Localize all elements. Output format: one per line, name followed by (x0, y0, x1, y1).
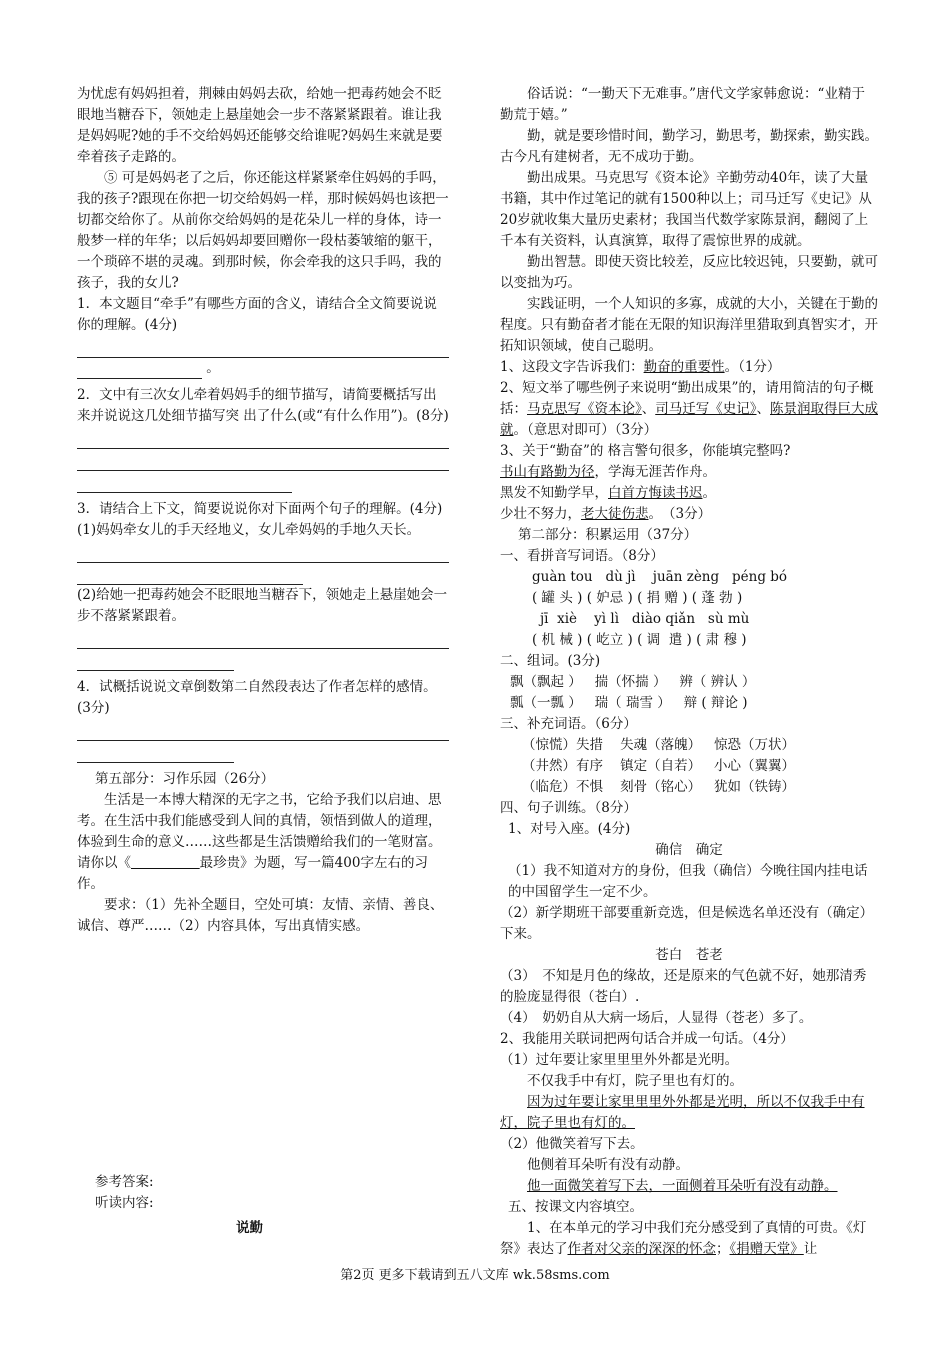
sentence-4: （4） 奶奶自从大病一场后，人显得（苍老）多了。 (500, 1010, 813, 1026)
words-row-1: ( 罐 头 ) ( 妒忌 ) ( 捐 赠 ) ( 蓬 勃 ) (532, 590, 743, 606)
right-column (500, 84, 878, 1260)
section-2-title: 二、组词。(3分) (500, 653, 601, 669)
passage-p3: 勤出成果。马克思写《资本论》辛勤劳动40年，读了大量书籍，其中作过笔记的就有1500种以上；司马迁写《史记》从20岁就收集大量历史素材；我国当代数学家陈景润，翻阅了上千本有关资料，认真演算，取得了震惊世界的成就。 (500, 170, 872, 249)
question-4: 4．试概括说说文章倒数第二自然段表达了作者怎样的感情。(3分) (77, 679, 437, 716)
part2-title: 第二部分：积累运用（37分） (518, 527, 698, 543)
answer-line (77, 471, 292, 493)
sentence-3: （3） 不知是月色的缘故，还是原来的气色就不好，她那清秀的脸庞显得很（苍白）. (500, 968, 867, 1005)
pinyin-row-2: jī xiè yì lì diào qiǎn sù mù (540, 611, 750, 627)
section-1-title: 一、看拼音写词语。（8分） (500, 548, 664, 564)
essay-paragraph-5: ⑤ 可是妈妈老了之后，你还能这样紧紧牵住妈妈的手吗，我的孩子?跟现在你把一切交给妈妈一样，那时候妈妈也该把一切都交给你了。从前你交给妈妈的是花朵儿一样的身体，诗一般梦一样的年华；以后妈妈却要回赠你一段枯萎皱缩的躯干，一个琐碎不堪的灵魂。到那时候，你会牵我的这只手吗，我的孩子，我的女儿? (77, 170, 449, 291)
sentence-2: （2）新学期班干部要重新竞选，但是候选名单还没有（确定）下来。 (500, 905, 874, 942)
combine-1-answer: 因为过年要让家里里里外外都是光明，所以不仅我手中有灯，院子里也有灯的。 (500, 1094, 865, 1131)
word-pair-a: 确信 确定 (655, 842, 723, 858)
section-3-title: 三、补充词语。（6分） (500, 716, 637, 732)
combine-1-a: （1）过年要让家里里里外外都是光明。 (500, 1052, 739, 1068)
combine-2-b: 他侧着耳朵听有没有动静。 (527, 1157, 689, 1173)
zuci-row-1: 飘（飘起 ） 揣（怀揣 ） 辨（ 辨认 ） (510, 674, 756, 690)
listening-content-label: 听读内容: (95, 1195, 154, 1211)
word-pair-b: 苍白 苍老 (655, 947, 723, 963)
answer-line (77, 427, 449, 449)
answer-line (77, 541, 449, 563)
reference-answers-label: 参考答案: (95, 1174, 154, 1190)
answer-section (95, 1172, 154, 1214)
section-5-item-1: 1、在本单元的学习中我们充分感受到了真情的可贵。《灯祭》表达了作者对父亲的深深的怀念；《捐赠天堂》让 (500, 1220, 867, 1257)
answer-2: 2、短文举了哪些例子来说明“勤出成果”的，请用简洁的句子概括：马克思写《资本论》、司马迁写《史记》、陈景润取得巨大成就。（意思对即可）（3分） (500, 380, 878, 438)
answer-line (77, 627, 449, 649)
answer-3-line-3: 少壮不努力，老大徒伤悲。 （3分） (500, 506, 712, 522)
part5-requirements: 要求：（1）先补全题目，空处可填：友情、亲情、善良、诚信、尊严……（2）内容具体，写出真情实感。 (77, 897, 444, 934)
section-4-title: 四、句子训练。（8分） (500, 800, 637, 816)
listening-title: 说勤 (236, 1220, 263, 1236)
section-4-part-1: 1、对号入座。(4分) (508, 821, 631, 837)
sentence-1: （1）我不知道对方的身份，但我（确信）今晚往国内挂电话的中国留学生一定不少。 (508, 863, 868, 900)
question-3-sentence-2: (2)给她一把毒药她会不眨眼地当糖吞下，领她走上悬崖她会一步不落紧紧跟着。 (77, 587, 448, 624)
question-3-sentence-1: (1)妈妈牵女儿的手天经地义，女儿牵妈妈的手地久天长。 (77, 522, 421, 538)
part5-prompt: 生活是一本博大精深的无字之书，它给予我们以启迪、思考。在生活中我们能感受到人间的真情，领悟到做人的道理，体验到生命的意义……这些都是生活馈赠给我们的一笔财富。请你以《 最珍贵》为题，写一篇400字左右的习作。 (77, 792, 442, 892)
zuci-row-2: 瓢（一瓢 ） 瑞（ 瑞雪 ） 辩 ( 辩论 ) (510, 695, 748, 711)
passage-p2: 勤，就是要珍惜时间，勤学习，勤思考，勤探索，勤实践。古今凡有建树者，无不成功于勤。 (500, 128, 878, 165)
answer-3-question: 3、关于“勤奋”的 格言警句很多，你能填完整吗? (500, 443, 791, 459)
answer-line-short: 。 (77, 358, 449, 379)
page-footer: 第2页 更多下载请到五八文库 wk.58sms.com (340, 1268, 610, 1283)
part5-title: 第五部分：习作乐园（26分） (95, 771, 275, 787)
answer-line (77, 719, 449, 741)
passage-p1: 俗话说：“一勤天下无难事。”唐代文学家韩愈说：“业精于勤荒于嬉。” (500, 86, 865, 123)
passage-p5: 实践证明，一个人知识的多寡，成就的大小，关键在于勤的程度。只有勤奋者才能在无限的知识海洋里猎取到真智实才，开拓知识领域，使自己聪明。 (500, 296, 878, 354)
essay-paragraph-4: 为忧虑有妈妈担着，荆棘由妈妈去砍，给她一把毒药她会不眨眼地当糖吞下，领她走上悬崖她会一步不落紧紧跟着。谁让我是妈妈呢?她的手不交给妈妈还能够交给谁呢?妈妈生来就是要牵着孩子走路的。 (77, 86, 443, 165)
question-2: 2．文中有三次女儿牵着妈妈手的细节描写，请简要概括写出来并说说这几处细节描写突 出了什么(或“有什么作用”)。(8分) (77, 387, 449, 424)
passage-p4: 勤出智慧。即使天资比较差，反应比较迟钝，只要勤，就可以变拙为巧。 (500, 254, 878, 291)
answer-3-line-1: 书山有路勤为径，学海无涯苦作舟。 (500, 464, 716, 480)
question-1: 1．本文题目“牵手”有哪些方面的含义，请结合全文简要说说你的理解。(4分) (77, 296, 437, 333)
answer-3-line-2: 黑发不知勤学早，白首方悔读书迟。 (500, 485, 716, 501)
combine-2-a: （2）他微笑着写下去。 (500, 1136, 644, 1152)
pinyin-row-1: guàn tou dù jì juān zèng péng bó (532, 569, 788, 585)
section-5-title: 五、按课文内容填空。 (508, 1199, 643, 1215)
words-row-2: ( 机 械 ) ( 屹立 ) ( 调 遣 ) ( 肃 穆 ) (532, 632, 747, 648)
buchong-row-3: （临危）不惧 刻骨（铭心） 犹如（铁铸） (522, 779, 796, 795)
buchong-row-1: （惊慌）失措 失魂（落魄） 惊恐（万状） (522, 737, 796, 753)
answer-line (77, 336, 449, 358)
answer-line (77, 741, 234, 763)
answer-line (77, 449, 449, 471)
buchong-row-2: （井然）有序 镇定（自若） 小心（翼翼） (522, 758, 796, 774)
combine-2-answer: 他一面微笑着写下去，一面侧着耳朵听有没有动静。 (527, 1178, 838, 1194)
answer-line (77, 649, 234, 671)
answer-1: 1、这段文字告诉我们：勤奋的重要性。（1分） (500, 359, 781, 375)
left-column (77, 84, 449, 937)
combine-1-b: 不仅我手中有灯，院子里也有灯的。 (527, 1073, 743, 1089)
answer-line (77, 563, 303, 585)
question-3: 3．请结合上下文，简要说说你对下面两个句子的理解。(4分) (77, 501, 443, 517)
section-4-part-2: 2、我能用关联词把两句话合并成一句话。（4分） (500, 1031, 794, 1047)
